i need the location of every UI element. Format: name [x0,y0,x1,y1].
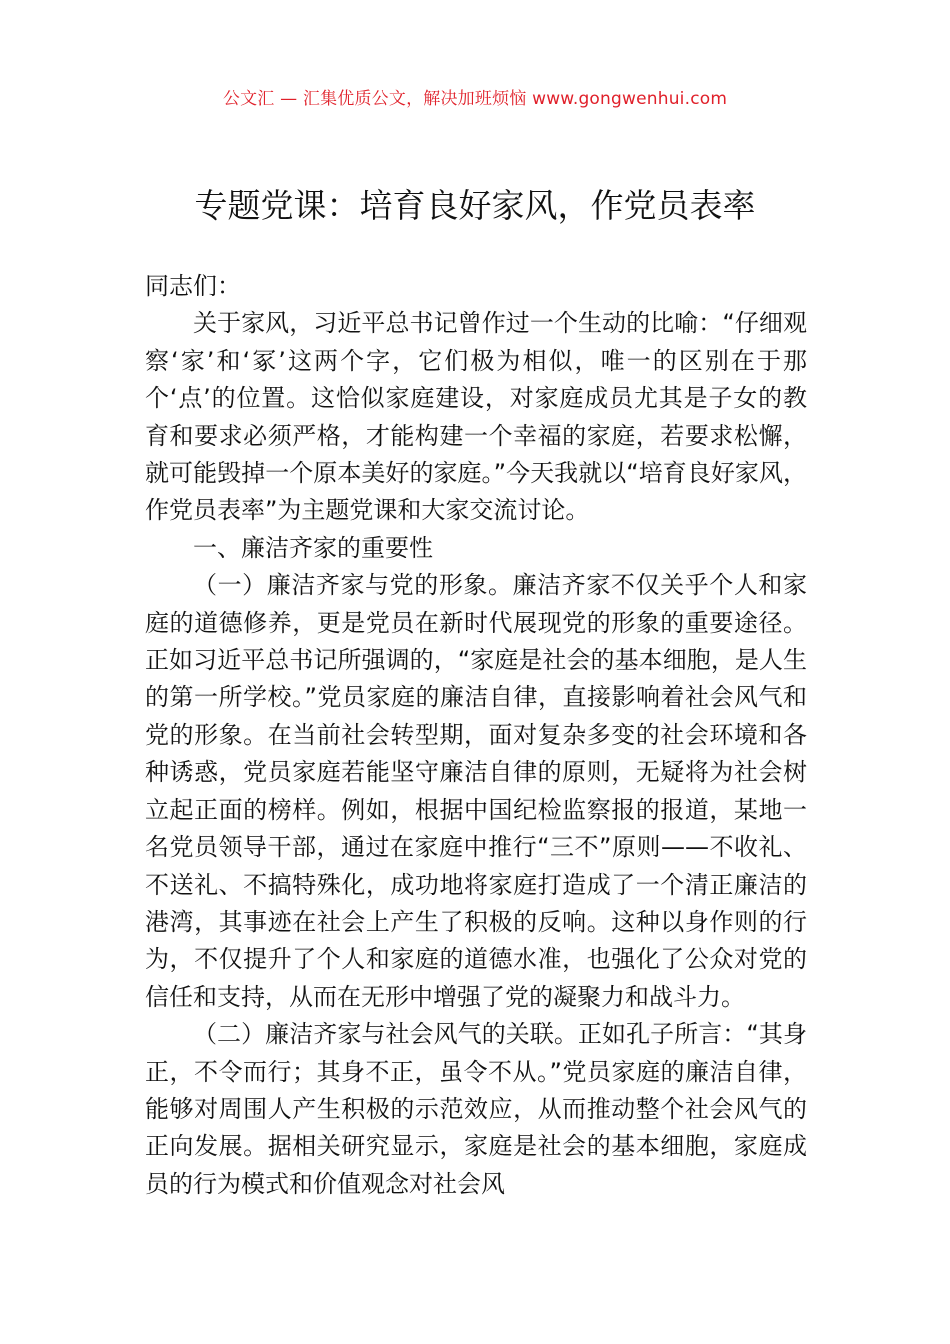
section-heading-1: 一、廉洁齐家的重要性 [193,533,433,562]
paragraph-1-2: （二）廉洁齐家与社会风气的关联。正如孔子所言：“其身正，不令而行；其身不正，虽令不从。”党员家庭的廉洁自律，能够对周围人产生积极的示范效应，从而推动整个社会风气的正向发展。据相关研究显示，家庭是社会的基本细胞，家庭成员的行为模式和价值观念对社会风 [145,1020,807,1198]
watermark-header: 公文汇 — 汇集优质公文，解决加班烦恼 www.gongwenhui.com [222,89,728,109]
greeting: 同志们： [145,272,241,300]
document-body [145,268,807,1203]
paragraph-1-1: （一）廉洁齐家与党的形象。廉洁齐家不仅关乎个人和家庭的道德修养，更是党员在新时代展现党的形象的重要途径。正如习近平总书记所强调的，“家庭是社会的基本细胞，是人生的第一所学校。”党员家庭的廉洁自律，直接影响着社会风气和党的形象。在当前社会转型期，面对复杂多变的社会环境和各种诱惑，党员家庭若能坚守廉洁自律的原则，无疑将为社会树立起正面的榜样。例如，根据中国纪检监察报的报道，某地一名党员领导干部，通过在家庭中推行“三不”原则——不收礼、不送礼、不搞特殊化，成功地将家庭打造成了一个清正廉洁的港湾，其事迹在社会上产生了积极的反响。这种以身作则的行为，不仅提升了个人和家庭的道德水准，也强化了公众对党的信任和支持，从而在无形中增强了党的凝聚力和战斗力。 [145,571,807,1011]
paragraph-intro: 关于家风，习近平总书记曾作过一个生动的比喻：“仔细观察‘家’和‘冢’这两个字，它们极为相似，唯一的区别在于那个‘点’的位置。这恰似家庭建设，对家庭成员尤其是子女的教育和要求必须严格，才能构建一个幸福的家庭，若要求松懈，就可能毁掉一个原本美好的家庭。”今天我就以“培育良好家风，作党员表率”为主题党课和大家交流讨论。 [145,309,807,525]
page-title: 专题党课：培育良好家风，作党员表率 [194,186,756,225]
